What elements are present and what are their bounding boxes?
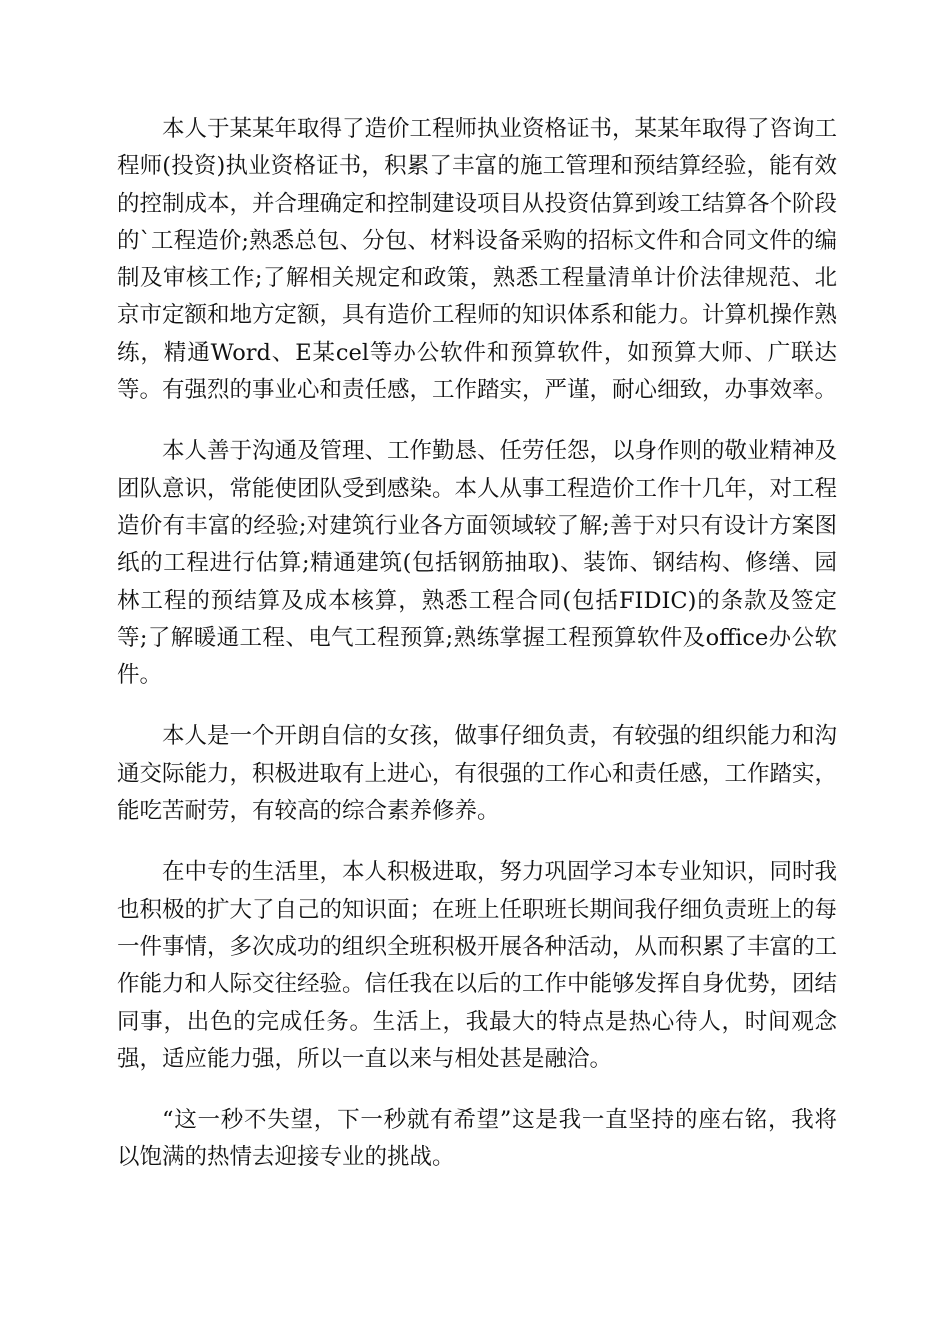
paragraph-experience: 本人善于沟通及管理、工作勤恳、任劳任怨，以身作则的敬业精神及团队意识，常能使团队受到感染。本人从事工程造价工作十几年，对工程造价有丰富的经验;对建筑行业各方面领域较了解;善于对只有设计方案图纸的工程进行估算;精通建筑(包括钢筋抽取)、装饰、钢结构、修缮、园林工程的预结算及成本核算，熟悉工程合同(包括FIDIC)的条款及签定等;了解暖通工程、电气工程预算;熟练掌握工程预算软件及office办公软件。 (117, 438, 838, 689)
paragraph-motto: “这一秒不失望，下一秒就有希望”这是我一直坚持的座右铭，我将以饱满的热情去迎接专业的挑战。 (117, 1107, 837, 1171)
document-body (117, 111, 837, 1201)
paragraph-school-life: 在中专的生活里，本人积极进取，努力巩固学习本专业知识，同时我也积极的扩大了自己的知识面；在班上任职班长期间我仔细负责班上的每一件事情，多次成功的组织全班积极开展各种活动，从而积累了丰富的工作能力和人际交往经验。信任我在以后的工作中能够发挥自身优势，团结同事，出色的完成任务。生活上，我最大的特点是热心待人，时间观念强，适应能力强，所以一直以来与相处甚是融洽。 (117, 859, 838, 1072)
paragraph-qualifications: 本人于某某年取得了造价工程师执业资格证书，某某年取得了咨询工程师(投资)执业资格证书，积累了丰富的施工管理和预结算经验，能有效的控制成本，并合理确定和控制建设项目从投资估算到竣工结算各个阶段的`工程造价;熟悉总包、分包、材料设备采购的招标文件和合同文件的编制及审核工作;了解相关规定和政策，熟悉工程量清单计价法律规范、北京市定额和地方定额，具有造价工程师的知识体系和能力。计算机操作熟练，精通Word、E某cel等办公软件和预算软件，如预算大师、广联达等。有强烈的事业心和责任感，工作踏实，严谨，耐心细致，办事效率。 (117, 116, 838, 404)
paragraph-personality: 本人是一个开朗自信的女孩，做事仔细负责，有较强的组织能力和沟通交际能力，积极进取有上进心，有很强的工作心和责任感，工作踏实，能吃苦耐劳，有较高的综合素养修养。 (117, 723, 838, 825)
